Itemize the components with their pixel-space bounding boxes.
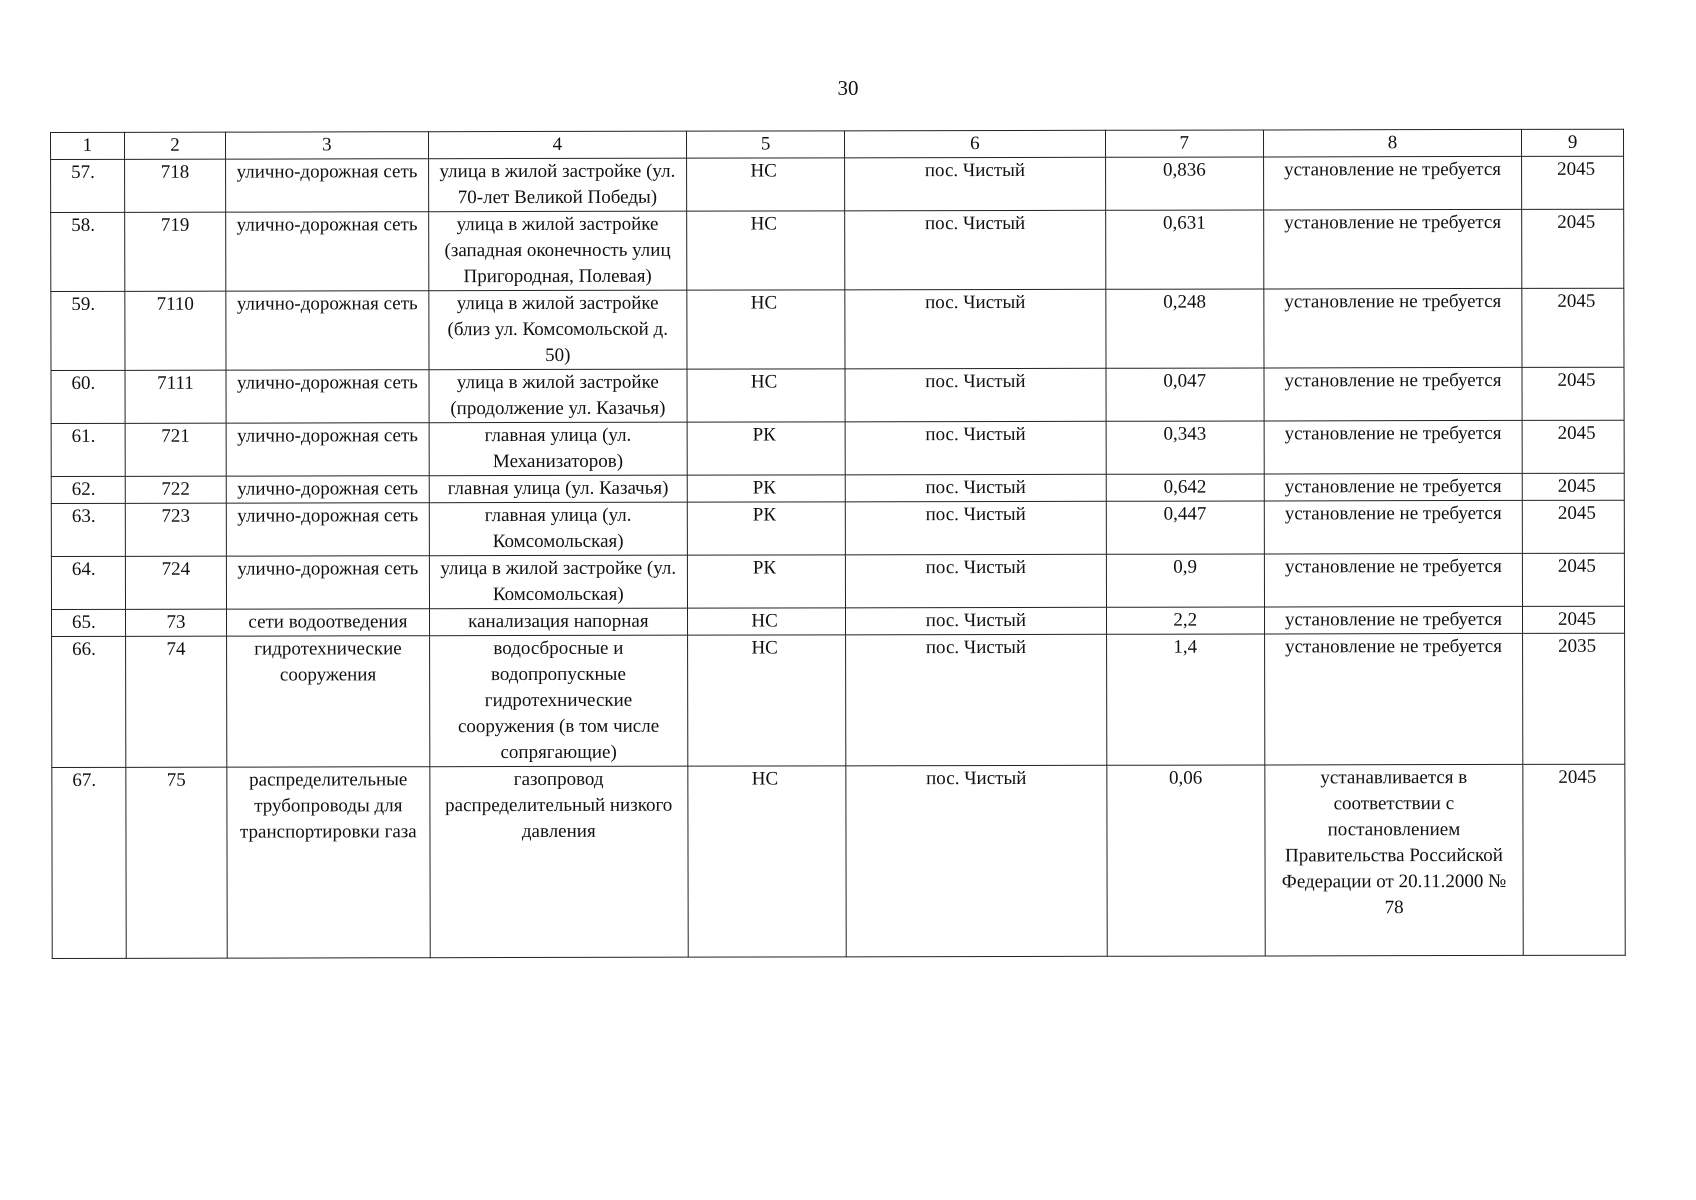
year-cell: 2045 (1522, 420, 1624, 473)
status-cell: НС (688, 635, 846, 766)
row-number-cell: 63. (51, 503, 125, 556)
type-cell: распределительные трубопроводы для транспортировки газа (227, 767, 430, 958)
status-cell: РК (687, 475, 845, 502)
status-cell: РК (687, 555, 845, 608)
description-cell: главная улица (ул. Казачья) (429, 475, 688, 503)
description-cell: улица в жилой застройке (ул. 70-лет Великой Победы) (428, 158, 687, 212)
value-cell: 0,047 (1106, 368, 1264, 421)
table-body (51, 156, 1626, 958)
row-number-cell: 60. (51, 370, 125, 423)
year-cell: 2045 (1522, 209, 1624, 288)
year-cell: 2045 (1522, 367, 1624, 420)
type-cell: сети водоотведения (227, 609, 429, 636)
year-cell: 2045 (1522, 288, 1624, 367)
description-cell: главная улица (ул. Комсомольская) (429, 502, 688, 556)
type-cell: улично-дорожная сеть (226, 476, 428, 503)
table-row (51, 553, 1624, 609)
location-cell: пос. Чистый (845, 554, 1106, 608)
row-number-cell: 62. (51, 476, 125, 503)
description-cell: водосбросные и водопропускные гидротехнические сооружения (в том числе сопрягающие) (429, 635, 688, 767)
value-cell: 0,447 (1106, 501, 1264, 554)
value-cell: 1,4 (1106, 634, 1264, 765)
zone-cell: установление не требуется (1263, 156, 1522, 210)
value-cell: 0,06 (1107, 765, 1265, 956)
status-cell: РК (687, 422, 845, 475)
zone-cell: установление не требуется (1263, 209, 1522, 289)
status-cell: НС (688, 766, 846, 957)
description-cell: улица в жилой застройке (близ ул. Комсомольской д. 50) (428, 290, 687, 370)
code-cell: 719 (124, 212, 226, 291)
type-cell: гидротехнические сооружения (227, 636, 430, 767)
year-cell: 2035 (1523, 633, 1625, 764)
description-cell: канализация напорная (429, 608, 688, 636)
value-cell: 0,642 (1106, 474, 1264, 501)
header-cell: 9 (1522, 129, 1624, 156)
zone-cell: установление не требуется (1264, 367, 1523, 421)
description-cell: газопровод распределительный низкого давления (429, 766, 688, 958)
type-cell: улично-дорожная сеть (226, 370, 428, 423)
code-cell: 721 (125, 423, 227, 476)
table-row (51, 500, 1624, 556)
value-cell: 2,2 (1106, 607, 1264, 634)
header-cell: 8 (1263, 129, 1522, 157)
code-cell: 74 (125, 636, 227, 767)
type-cell: улично-дорожная сеть (227, 503, 429, 556)
header-cell: 1 (51, 132, 125, 159)
header-cell: 6 (845, 130, 1106, 158)
zone-cell: установление не требуется (1264, 473, 1523, 501)
table-row (51, 420, 1624, 476)
location-cell: пос. Чистый (846, 607, 1107, 635)
location-cell: пос. Чистый (845, 421, 1106, 475)
code-cell: 718 (124, 159, 226, 212)
zone-cell: установление не требуется (1264, 606, 1523, 634)
location-cell: пос. Чистый (846, 765, 1107, 957)
row-number-cell: 59. (51, 291, 125, 370)
value-cell: 0,836 (1105, 157, 1263, 210)
page-number: 30 (837, 76, 859, 100)
table-row (51, 473, 1624, 503)
row-number-cell: 58. (51, 212, 125, 291)
type-cell: улично-дорожная сеть (226, 291, 428, 370)
location-cell: пос. Чистый (845, 157, 1106, 211)
table-row (51, 209, 1624, 291)
status-cell: НС (687, 211, 845, 290)
type-cell: улично-дорожная сеть (226, 423, 428, 476)
code-cell: 75 (125, 767, 227, 958)
header-cell: 7 (1105, 130, 1263, 157)
header-cell: 2 (124, 132, 226, 159)
description-cell: улица в жилой застройке (западная оконечность улиц Пригородная, Полевая) (428, 211, 687, 291)
zone-cell: установление не требуется (1264, 500, 1523, 554)
status-cell: НС (687, 290, 845, 369)
location-cell: пос. Чистый (845, 210, 1106, 290)
table-header (51, 129, 1624, 159)
description-cell: главная улица (ул. Механизаторов) (429, 422, 688, 476)
header-cell: 4 (428, 131, 687, 159)
code-cell: 73 (125, 609, 227, 636)
description-cell: улица в жилой застройке (продолжение ул. Казачья) (429, 369, 688, 423)
year-cell: 2045 (1523, 553, 1625, 606)
code-cell: 722 (125, 476, 227, 503)
code-cell: 7111 (125, 370, 227, 423)
zone-cell: устанавливается в соответствии с постановлением Правительства Российской Федерации от 20.11.2000 № 78 (1265, 764, 1524, 956)
value-cell: 0,343 (1106, 421, 1264, 474)
location-cell: пос. Чистый (845, 501, 1106, 555)
zone-cell: установление не требуется (1264, 288, 1523, 368)
value-cell: 0,248 (1106, 289, 1264, 368)
year-cell: 2045 (1523, 606, 1625, 633)
code-cell: 724 (125, 556, 227, 609)
row-number-cell: 66. (52, 636, 126, 767)
row-number-cell: 65. (52, 609, 126, 636)
year-cell: 2045 (1523, 764, 1625, 955)
value-cell: 0,9 (1106, 554, 1264, 607)
location-cell: пос. Чистый (845, 289, 1106, 369)
table-row (52, 764, 1625, 958)
table-row (51, 367, 1624, 423)
status-cell: РК (687, 502, 845, 555)
table-row (51, 156, 1624, 212)
zone-cell: установление не требуется (1264, 553, 1523, 607)
description-cell: улица в жилой застройке (ул. Комсомольская) (429, 555, 688, 609)
row-number-cell: 57. (51, 159, 125, 212)
year-cell: 2045 (1522, 473, 1624, 500)
header-cell: 5 (687, 131, 845, 158)
table-row (52, 606, 1625, 636)
status-cell: НС (687, 369, 845, 422)
row-number-cell: 64. (51, 556, 125, 609)
header-row (51, 129, 1624, 159)
status-cell: НС (688, 608, 846, 635)
year-cell: 2045 (1523, 500, 1625, 553)
data-table (50, 129, 1626, 959)
location-cell: пос. Чистый (845, 368, 1106, 422)
table-row (52, 633, 1625, 767)
type-cell: улично-дорожная сеть (226, 159, 428, 212)
row-number-cell: 61. (51, 423, 125, 476)
type-cell: улично-дорожная сеть (226, 212, 428, 291)
location-cell: пос. Чистый (846, 634, 1107, 766)
zone-cell: установление не требуется (1264, 633, 1523, 765)
location-cell: пос. Чистый (845, 474, 1106, 502)
code-cell: 723 (125, 503, 227, 556)
header-cell: 3 (226, 132, 428, 159)
zone-cell: установление не требуется (1264, 420, 1523, 474)
type-cell: улично-дорожная сеть (227, 556, 429, 609)
year-cell: 2045 (1522, 156, 1624, 209)
value-cell: 0,631 (1105, 210, 1263, 289)
status-cell: НС (687, 158, 845, 211)
table-row (51, 288, 1624, 370)
row-number-cell: 67. (52, 767, 126, 958)
code-cell: 7110 (124, 291, 226, 370)
